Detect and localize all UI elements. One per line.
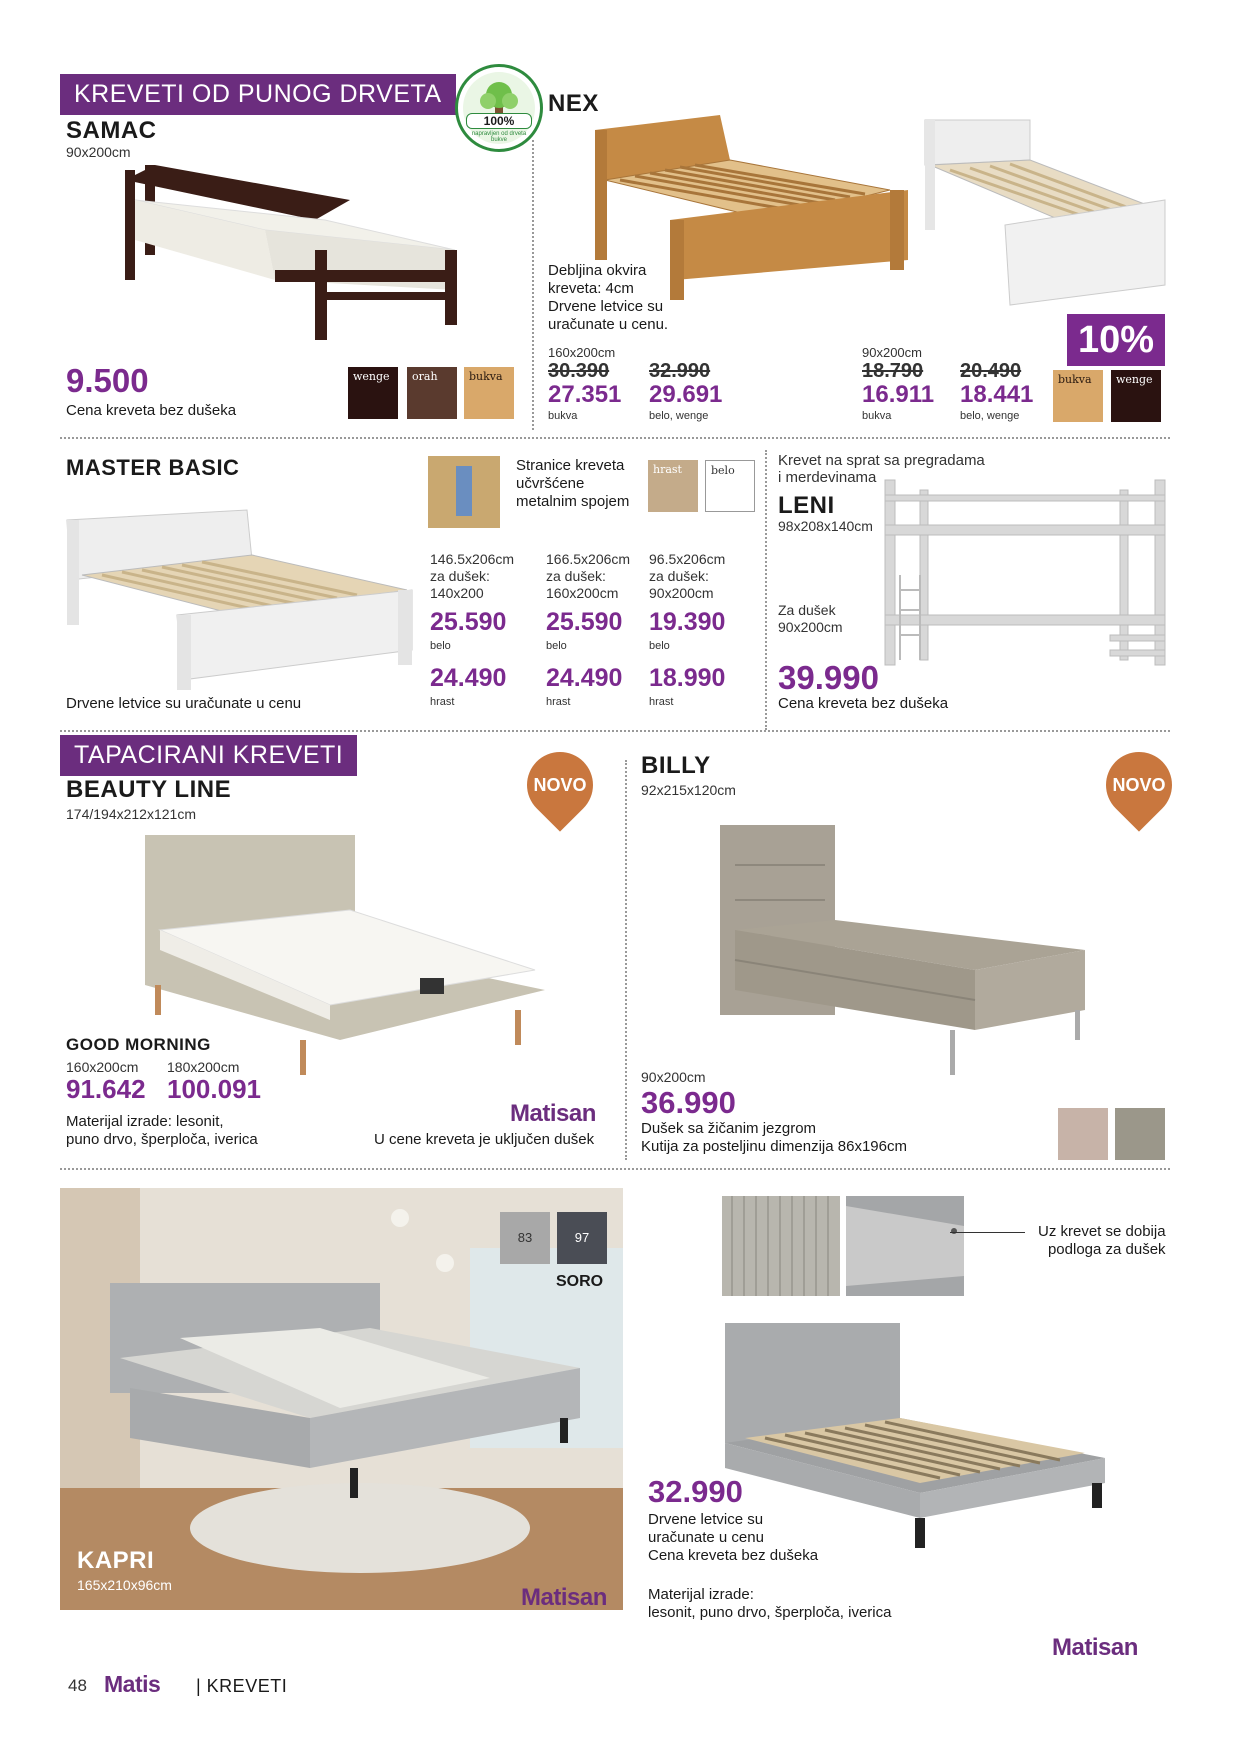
billy-mattress-size: 90x200cm [641,1069,706,1085]
nex-new-a1: 27.351 [548,381,622,408]
divider-v-3 [625,760,627,1160]
beauty-price2: 100.091 [167,1074,261,1104]
nex-swatch-wenge: wenge [1111,370,1161,422]
kapri-detail-headboard-image [722,1196,840,1296]
beauty-note: U cene kreveta je uključen dušek [374,1131,595,1148]
beauty-material [66,1113,258,1149]
eco-badge [455,64,543,152]
beauty-size2: 180x200cm [167,1059,240,1075]
leni-note: Cena kreveta bez dušeka [778,695,949,712]
col3-mattress-label: za dušek: [649,568,709,584]
master-col-1 [430,551,540,708]
divider-v-2 [765,450,767,730]
kapri-material-1: Materijal izrade: [648,1586,754,1603]
samac-swatch-wenge: wenge [348,367,398,419]
section-banner-solid-wood: KREVETI OD PUNOG DRVETA [60,74,456,115]
master-swatch-belo: belo [705,460,755,512]
col1-price1: 25.590 [430,608,507,636]
kapri-base-note-1: Uz krevet se dobija [1038,1223,1166,1240]
nex-old-b1: 18.790 [862,360,924,382]
master-swatch-hrast: hrast [648,460,698,512]
billy-details [641,1120,907,1156]
nex-swatch-bukva: bukva [1053,370,1103,422]
col2-price1: 25.590 [546,608,623,636]
billy-price: 36.990 [641,1085,736,1120]
billy-swatch-1 [1058,1108,1108,1160]
master-basic-feature [516,457,629,511]
beauty-novo-text: NOVO [533,775,587,795]
kapri-detail-base-image [846,1196,964,1296]
col1-mattress: 140x200 [430,585,484,601]
master-basic-joint-image [428,456,500,528]
nex-size-b: 90x200cm [862,345,922,360]
nex-detail-1: Debljina okvira [548,262,647,279]
nex-label-a2: belo, wenge [649,410,709,422]
nex-detail-4: uračunate u cenu. [548,316,669,333]
leni-bunk-bed-image [880,475,1170,670]
master-basic-bed-image [62,505,422,695]
badge-value: 100% [466,113,532,129]
badge-text: napravljen od drveta bukve [471,131,527,143]
nex-size-a: 160x200cm [548,345,616,360]
kapri-detail-3: Cena kreveta bez dušeka [648,1547,819,1564]
samac-price: 9.500 [66,362,149,399]
nex-detail-2: kreveta: 4cm [548,280,634,297]
nex-old-a2: 32.990 [649,360,711,382]
kapri-details [648,1511,818,1565]
nex-label-b1: bukva [862,410,892,422]
col3-mattress: 90x200cm [649,585,714,601]
leni-mattress-1: Za dušek [778,602,836,618]
master-basic-title: MASTER BASIC [66,455,240,480]
col2-price2: 24.490 [546,664,623,692]
col2-label1: belo [546,640,567,652]
master-col-2 [546,551,656,708]
samac-note: Cena kreveta bez dušeka [66,402,237,419]
leni-size: 98x208x140cm [778,518,873,534]
col1-label1: belo [430,640,451,652]
beauty-size1: 160x200cm [66,1059,139,1075]
nex-new-b2: 18.441 [960,381,1034,408]
nex-discount-badge: 10% [1067,314,1165,366]
section-banner-upholstered: TAPACIRANI KREVETI [60,735,357,776]
billy-title: BILLY [641,752,711,779]
samac-title: SAMAC [66,117,157,144]
nex-detail-3: Drvene letvice su [548,298,664,315]
beauty-material-2: puno drvo, šperploča, iverica [66,1131,258,1148]
good-morning-title: GOOD MORNING [66,1035,211,1054]
divider-h-3 [60,1168,1170,1170]
kapri-callout-line [950,1232,1025,1233]
col3-label2: hrast [649,696,674,708]
col2-label2: hrast [546,696,571,708]
nex-old-a1: 30.390 [548,360,610,382]
kapri-base-note [1038,1223,1166,1259]
leni-title: LENI [778,492,835,519]
samac-swatch-bukva: bukva [464,367,514,419]
nex-label-b2: belo, wenge [960,410,1020,422]
beauty-matisan-logo: Matisan [510,1100,596,1127]
col3-dims: 96.5x206cm [649,551,726,567]
feature-line-2: učvršćene [516,475,585,492]
beauty-price1: 91.642 [66,1074,146,1104]
col1-price2: 24.490 [430,664,507,692]
samac-swatch-orah: orah [407,367,457,419]
col3-price2: 18.990 [649,664,726,692]
kapri-title: KAPRI [77,1547,155,1574]
col3-price1: 19.390 [649,608,726,636]
nex-title: NEX [548,90,599,117]
billy-bed-image [715,820,1095,1100]
kapri-matisan-logo-2: Matisan [1052,1634,1138,1661]
kapri-material [648,1586,891,1622]
kapri-swatch-83: 83 [500,1212,550,1264]
nex-old-b2: 20.490 [960,360,1022,382]
col2-mattress-label: za dušek: [546,568,606,584]
master-basic-note: Drvene letvice su uračunate u cenu [66,695,302,712]
col1-dims: 146.5x206cm [430,551,515,567]
billy-detail-2: Kutija za posteljinu dimenzija 86x196cm [641,1138,907,1155]
kapri-detail-2: uračunate u cenu [648,1529,764,1546]
nex-details [548,262,708,334]
divider-h-2 [60,730,1170,732]
samac-bed-image [115,160,465,350]
beauty-line-size: 174/194x212x121cm [66,806,196,822]
nex-label-a1: bukva [548,410,578,422]
leni-mattress-2: 90x200cm [778,619,843,635]
nex-bed-white-image [920,115,1170,315]
leni-intro-2: i merdevinama [778,469,877,486]
col2-mattress: 160x200cm [546,585,619,601]
col1-label2: hrast [430,696,455,708]
kapri-size: 165x210x96cm [77,1577,172,1593]
billy-size: 92x215x120cm [641,782,736,798]
nex-new-b1: 16.911 [862,381,935,408]
divider-h-1 [60,437,1170,439]
beauty-line-title: BEAUTY LINE [66,776,232,803]
kapri-swatch-97: 97 [557,1212,607,1264]
page-number: 48 [68,1676,87,1695]
kapri-material-2: lesonit, puno drvo, šperploča, iverica [648,1604,892,1621]
nex-new-a2: 29.691 [649,381,723,408]
kapri-price: 32.990 [648,1474,743,1509]
beauty-material-1: Materijal izrade: lesonit, [66,1113,224,1130]
feature-line-3: metalnim spojem [516,493,630,510]
master-col-3 [649,551,759,708]
leni-price: 39.990 [778,659,879,696]
billy-detail-1: Dušek sa žičanim jezgrom [641,1120,817,1137]
col1-mattress-label: za dušek: [430,568,490,584]
divider-v-1 [532,140,534,430]
kapri-detail-1: Drvene letvice su [648,1511,764,1528]
col3-label1: belo [649,640,670,652]
leni-mattress [778,602,843,636]
feature-line-1: Stranice kreveta [516,457,625,474]
billy-swatch-2 [1115,1108,1165,1160]
kapri-fabric: SORO [556,1273,604,1290]
kapri-matisan-logo: Matisan [521,1584,607,1611]
kapri-base-note-2: podloga za dušek [1047,1241,1166,1258]
billy-novo-text: NOVO [1112,775,1166,795]
col2-dims: 166.5x206cm [546,551,631,567]
matis-logo: Matis [104,1671,161,1697]
samac-size: 90x200cm [66,144,131,160]
leni-intro-1: Krevet na sprat sa pregradama [778,452,985,469]
footer-section: | KREVETI [196,1676,288,1696]
